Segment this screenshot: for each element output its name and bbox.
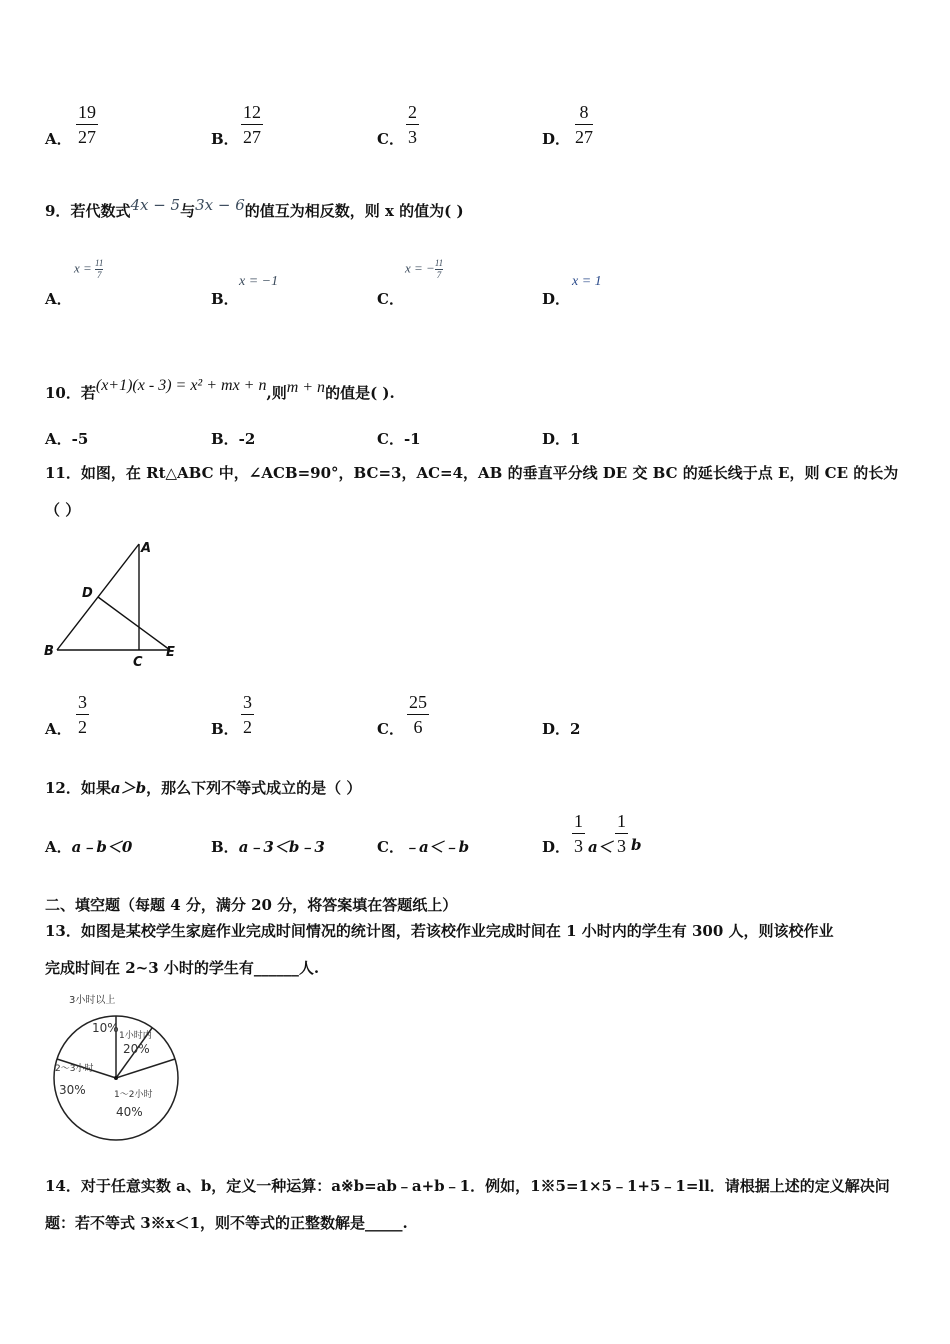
q12-option-c: C．﹣a＜﹣b <box>377 838 470 856</box>
numerator: 11 <box>95 258 104 268</box>
q9-suffix: 的值互为相反数，则 x 的值为( ) <box>244 202 464 220</box>
q9-option-d-expr: x = 1 <box>572 274 602 289</box>
numerator: 11 <box>434 258 444 268</box>
q8-option-c-label: C． <box>377 130 404 148</box>
question-9 <box>45 196 464 221</box>
question-13-line1: 13．如图是某校学生家庭作业完成时间情况的统计图，若该校作业完成时间在 1 小时内的学生有 300 人，则该校作业 <box>45 922 834 940</box>
q9-number: 9． <box>45 202 71 220</box>
label-c: C <box>133 655 143 670</box>
denominator: 7 <box>436 270 442 280</box>
denominator: 3 <box>617 836 626 856</box>
q11-option-d: D．2 <box>542 720 581 738</box>
q9-option-b-label: B． <box>211 290 239 308</box>
denominator: 2 <box>243 717 252 737</box>
q9-mid: 与 <box>180 202 196 220</box>
denominator: 2 <box>78 717 87 737</box>
q10-option-d: D．1 <box>542 430 581 448</box>
q9-prefix: 若代数式 <box>70 202 131 220</box>
question-10 <box>45 377 395 403</box>
q8-option-b-label: B． <box>211 130 239 148</box>
denominator: 3 <box>408 127 417 147</box>
q12-option-d-label: D． <box>542 838 571 856</box>
q9-option-c-expr: x = − $\frac{11}{7}$ <box>405 258 444 280</box>
q10-suffix: 的值是( ). <box>325 384 395 402</box>
denominator: 27 <box>78 127 96 147</box>
q10-mid: ,则 <box>266 384 287 402</box>
denominator: 3 <box>574 836 583 856</box>
q12-condition: a＞b <box>110 779 147 797</box>
q12-option-d-mid: a＜ <box>588 838 613 856</box>
pie-slice-boundary <box>116 1059 175 1078</box>
question-14-line2: 题：若不等式 3※x＜1，则不等式的正整数解是_____. <box>45 1214 408 1232</box>
q8-option-d-label: D． <box>542 130 571 148</box>
q12-option-a: A．a﹣b＜0 <box>45 838 133 856</box>
q9-option-a-expr: x = $\frac{11}{7}$ <box>74 258 104 280</box>
q9-option-d-label: D． <box>542 290 571 308</box>
q12-suffix: ，那么下列不等式成立的是（ ） <box>146 779 362 797</box>
question-12 <box>45 777 361 798</box>
q9-expr1: 4x − 5 <box>130 196 181 214</box>
q9-option-c-label: C． <box>377 290 404 308</box>
q8-option-d-fraction <box>575 103 593 146</box>
label-e: E <box>166 645 175 660</box>
denominator: 27 <box>243 127 261 147</box>
label-a: A <box>141 541 152 556</box>
q12-option-d-frac1 <box>572 812 585 855</box>
question-11: 11．如图，在 Rt△ABC 中，∠ACB=90°，BC=3，AC=4，AB 的垂直平分线 DE 交 BC 的延长线于点 E，则 CE 的长为 <box>45 464 899 482</box>
question-13-line2: 完成时间在 2~3 小时的学生有______人. <box>45 959 320 977</box>
q12-option-b: B．a﹣3＜b﹣3 <box>211 838 325 856</box>
q12-number: 12．如果 <box>45 779 111 797</box>
q12-option-c-expr: ﹣a＜﹣b <box>403 838 470 856</box>
q10-number: 10．若 <box>45 384 96 402</box>
label-b: B <box>44 644 54 659</box>
q11-option-a-fraction <box>76 693 89 736</box>
q11-option-a-label: A． <box>45 720 72 738</box>
numerator: 19 <box>78 102 96 122</box>
q9-option-b-expr: x = −1 <box>239 274 279 289</box>
denominator: 27 <box>575 127 593 147</box>
q11-option-b-label: B． <box>211 720 239 738</box>
numerator: 1 <box>574 811 583 831</box>
q10-formula: (x+1)(x - 3) = x² + mx + n <box>95 377 267 394</box>
q10-expr: m + n <box>286 379 326 396</box>
q11-option-c-label: C． <box>377 720 404 738</box>
q12-option-d-end: b <box>631 836 642 854</box>
q8-option-c-fraction <box>406 103 419 146</box>
numerator: 8 <box>579 102 589 122</box>
q11-option-b-fraction <box>241 693 254 736</box>
numerator: 25 <box>409 692 427 712</box>
pie-label-1h: 1小时内 <box>119 1031 152 1041</box>
numerator: 1 <box>617 811 626 831</box>
pie-label-1to2: 1～2小时 <box>114 1090 153 1100</box>
denominator: 6 <box>413 717 423 737</box>
pie-pct-1to2: 40% <box>116 1105 143 1119</box>
numerator: 2 <box>408 102 417 122</box>
q10-option-c: C．-1 <box>377 430 421 448</box>
q9-option-a-label: A． <box>45 290 72 308</box>
numerator: 3 <box>78 692 87 712</box>
q8-option-a-fraction <box>76 103 98 146</box>
pie-pct-1h: 20% <box>123 1042 150 1056</box>
question-14-line1: 14．对于任意实数 a、b，定义一种运算：a※b=ab﹣a+b﹣1．例如，1※5=1×5﹣1+5﹣1=ll．请根据上述的定义解决问 <box>45 1177 890 1195</box>
numerator: 12 <box>243 102 261 122</box>
pie-pct-2to3: 30% <box>59 1083 86 1097</box>
q8-option-a-label: A． <box>45 130 72 148</box>
q9-expr2: 3x − 6 <box>195 196 245 214</box>
q10-option-a: A．-5 <box>45 430 89 448</box>
pie-label-2to3: 2～3小时 <box>55 1064 94 1074</box>
pie-outside-label: 3小时以上 <box>69 995 116 1006</box>
q12-option-a-expr: a﹣b＜0 <box>71 838 133 856</box>
q8-option-b-fraction <box>241 103 263 146</box>
q11-triangle-figure <box>40 535 190 670</box>
q12-option-d-frac2 <box>615 812 628 855</box>
pie-pct-3plus: 10% <box>92 1021 119 1035</box>
section-2-title: 二、填空题（每题 4 分，满分 20 分，将答案填在答题纸上） <box>45 896 458 914</box>
q13-pie-chart <box>50 990 190 1142</box>
question-11-paren: （ ） <box>45 501 81 519</box>
q10-option-b: B．-2 <box>211 430 256 448</box>
q12-option-b-expr: a﹣3＜b﹣3 <box>238 838 325 856</box>
q11-option-c-fraction <box>407 693 429 736</box>
numerator: 3 <box>243 692 252 712</box>
denominator: 7 <box>96 270 102 280</box>
label-d: D <box>82 586 93 601</box>
